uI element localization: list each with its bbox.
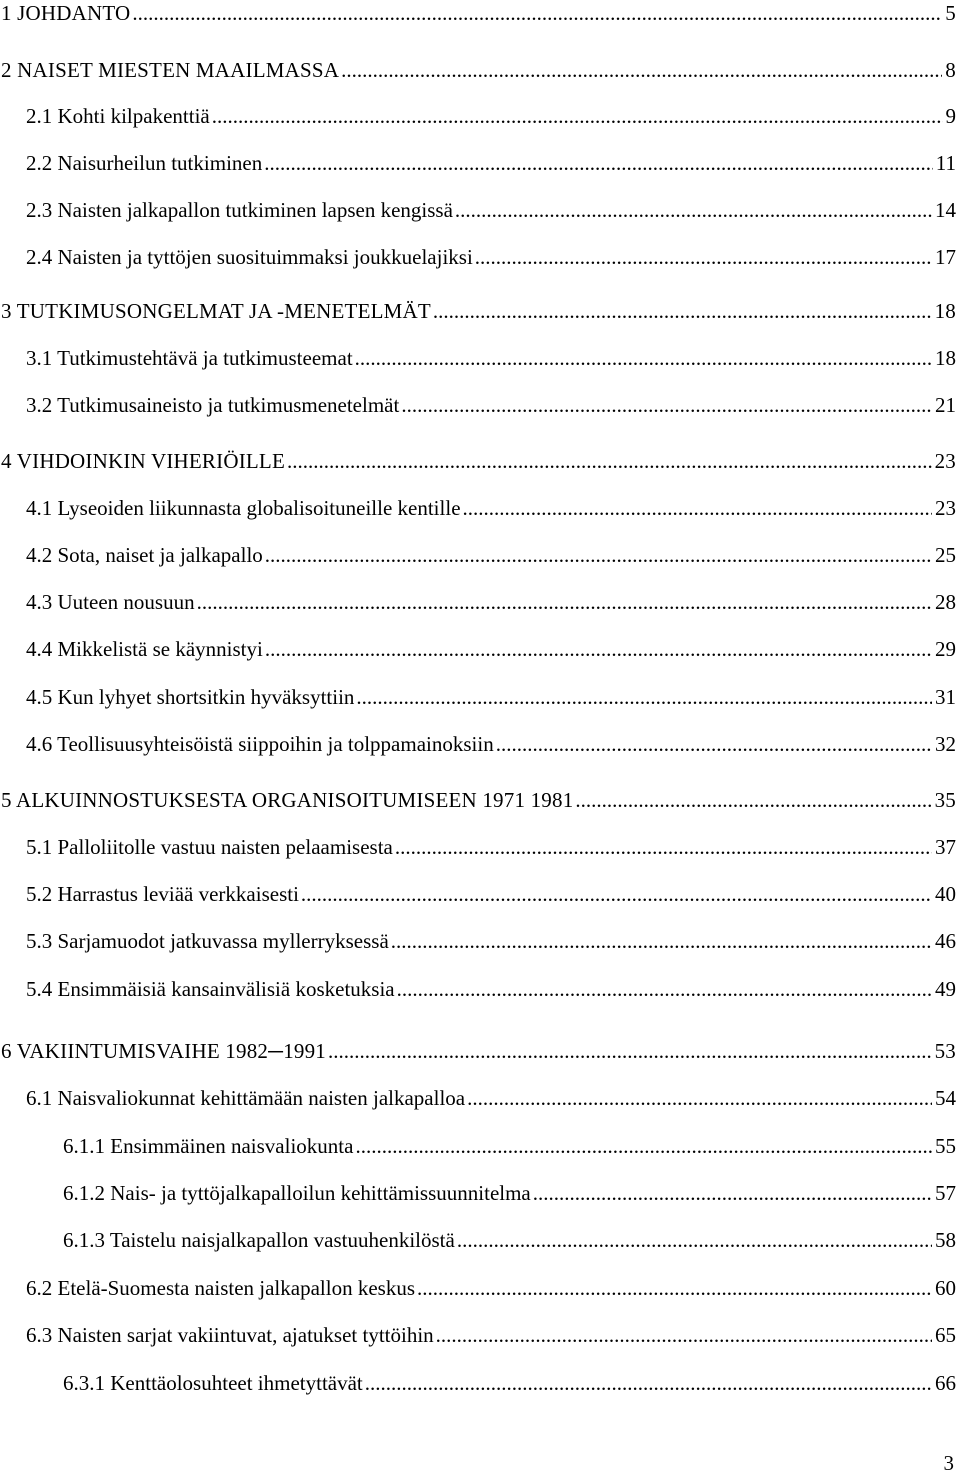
toc-entry[interactable] bbox=[26, 881, 956, 907]
toc-entry-page: 53 bbox=[934, 1039, 956, 1063]
toc-entry-title: 4.4 Mikkelistä se käynnistyi bbox=[26, 637, 263, 661]
toc-entry[interactable] bbox=[26, 345, 956, 371]
toc-entry-title: 2.4 Naisten ja tyttöjen suosituimmaksi joukkuelajiksi bbox=[26, 245, 473, 269]
dot-leader bbox=[417, 1275, 932, 1301]
dot-leader bbox=[433, 298, 932, 324]
toc-entry-page: 66 bbox=[935, 1371, 956, 1395]
toc-entry-page: 65 bbox=[935, 1323, 956, 1347]
toc-entry-page: 9 bbox=[945, 104, 956, 128]
toc-entry-page: 31 bbox=[935, 685, 956, 709]
dot-leader bbox=[467, 1085, 932, 1111]
toc-entry-title: 2.2 Naisurheilun tutkiminen bbox=[26, 151, 263, 175]
dot-leader bbox=[533, 1180, 932, 1206]
toc-entry[interactable] bbox=[26, 244, 956, 270]
toc-entry-title: 6.3.1 Kenttäolosuhteet ihmetyttävät bbox=[63, 1371, 363, 1395]
toc-entry-title: 2.3 Naisten jalkapallon tutkiminen lapsen kengissä bbox=[26, 198, 453, 222]
toc-entry-page: 23 bbox=[935, 496, 956, 520]
dot-leader bbox=[355, 345, 932, 371]
toc-entry-page: 23 bbox=[934, 449, 956, 473]
toc-entry-page: 5 bbox=[945, 1, 956, 25]
toc-entry-page: 18 bbox=[935, 346, 956, 370]
toc-entry-page: 18 bbox=[934, 299, 956, 323]
dot-leader bbox=[301, 881, 932, 907]
dot-leader bbox=[457, 1227, 932, 1253]
toc-entry-title: 5.2 Harrastus leviää verkkaisesti bbox=[26, 882, 299, 906]
toc-entry[interactable] bbox=[26, 495, 956, 521]
toc-entry-page: 21 bbox=[935, 393, 956, 417]
toc-entry[interactable] bbox=[26, 976, 956, 1002]
dot-leader bbox=[365, 1370, 932, 1396]
dot-leader bbox=[395, 834, 932, 860]
toc-entry[interactable] bbox=[63, 1180, 956, 1206]
toc-entry-page: 28 bbox=[935, 590, 956, 614]
toc-entry[interactable] bbox=[26, 834, 956, 860]
toc-entry[interactable] bbox=[63, 1227, 956, 1253]
toc-entry-title: 4.1 Lyseoiden liikunnasta globalisoituneille kentille bbox=[26, 496, 461, 520]
toc-entry-page: 17 bbox=[935, 245, 956, 269]
toc-entry-page: 35 bbox=[934, 788, 956, 812]
dot-leader bbox=[496, 731, 932, 757]
dot-leader bbox=[265, 542, 932, 568]
toc-entry-page: 11 bbox=[935, 151, 956, 175]
toc-entry[interactable] bbox=[26, 1322, 956, 1348]
toc-entry-page: 25 bbox=[935, 543, 956, 567]
dot-leader bbox=[328, 1038, 932, 1064]
toc-entry-title: 3 TUTKIMUSONGELMAT JA -MENETELMÄT bbox=[1, 299, 431, 323]
toc-entry-page: 57 bbox=[935, 1181, 956, 1205]
toc-entry-page: 60 bbox=[935, 1276, 956, 1300]
toc-entry[interactable] bbox=[26, 589, 956, 615]
dot-leader bbox=[455, 197, 932, 223]
toc-entry-title: 3.2 Tutkimusaineisto ja tutkimusmenetelmät bbox=[26, 393, 400, 417]
toc-entry[interactable] bbox=[63, 1370, 956, 1396]
dot-leader bbox=[132, 0, 942, 26]
toc-entry-title: 6.1.3 Taistelu naisjalkapallon vastuuhenkilöstä bbox=[63, 1228, 455, 1252]
toc-entry-page: 8 bbox=[945, 58, 956, 82]
toc-entry-title: 5 ALKUINNOSTUKSESTA ORGANISOITUMISEEN 1971 1981 bbox=[1, 788, 574, 812]
toc-entry-title: 4.3 Uuteen nousuun bbox=[26, 590, 195, 614]
dot-leader bbox=[264, 150, 933, 176]
toc-entry-page: 58 bbox=[935, 1228, 956, 1252]
toc-entry-title: 6.3 Naisten sarjat vakiintuvat, ajatukset tyttöihin bbox=[26, 1323, 434, 1347]
toc-entry-title: 3.1 Tutkimustehtävä ja tutkimusteemat bbox=[26, 346, 353, 370]
toc-entry[interactable] bbox=[26, 103, 956, 129]
dot-leader bbox=[212, 103, 943, 129]
toc-entry[interactable] bbox=[1, 57, 956, 83]
toc-entry-page: 32 bbox=[935, 732, 956, 756]
toc-entry[interactable] bbox=[1, 448, 956, 474]
toc-entry[interactable] bbox=[26, 197, 956, 223]
toc-entry-page: 54 bbox=[935, 1086, 956, 1110]
toc-entry-title: 6.2 Etelä-Suomesta naisten jalkapallon keskus bbox=[26, 1276, 415, 1300]
toc-entry[interactable] bbox=[26, 928, 956, 954]
toc-entry[interactable] bbox=[1, 0, 956, 26]
dot-leader bbox=[391, 928, 932, 954]
toc-entry[interactable] bbox=[26, 1275, 956, 1301]
toc-entry-title: 6.1.2 Nais- ja tyttöjalkapalloilun kehittämissuunnitelma bbox=[63, 1181, 531, 1205]
toc-entry-page: 29 bbox=[935, 637, 956, 661]
toc-entry-page: 14 bbox=[935, 198, 956, 222]
toc-entry[interactable] bbox=[1, 1038, 956, 1064]
dot-leader bbox=[575, 787, 931, 813]
toc-entry-title: 2.1 Kohti kilpakenttiä bbox=[26, 104, 210, 128]
dot-leader bbox=[401, 392, 932, 418]
toc-entry-title: 4.2 Sota, naiset ja jalkapallo bbox=[26, 543, 263, 567]
toc-entry-title: 2 NAISET MIESTEN MAAILMASSA bbox=[1, 58, 340, 82]
toc-entry-title: 4.6 Teollisuusyhteisöistä siippoihin ja tolppamainoksiin bbox=[26, 732, 494, 756]
dot-leader bbox=[355, 1133, 932, 1159]
toc-entry-title: 6 VAKIINTUMISVAIHE 1982─1991 bbox=[1, 1039, 326, 1063]
toc-entry-title: 5.3 Sarjamuodot jatkuvassa myllerryksessä bbox=[26, 929, 389, 953]
toc-entry-title: 6.1 Naisvaliokunnat kehittämään naisten jalkapalloa bbox=[26, 1086, 466, 1110]
toc-entry-page: 37 bbox=[935, 835, 956, 859]
toc-entry[interactable] bbox=[1, 298, 956, 324]
toc-entry-title: 4.5 Kun lyhyet shortsitkin hyväksyttiin bbox=[26, 685, 355, 709]
dot-leader bbox=[397, 976, 932, 1002]
toc-entry[interactable] bbox=[26, 731, 956, 757]
dot-leader bbox=[341, 57, 942, 83]
page-number: 3 bbox=[943, 1451, 954, 1475]
toc-entry-title: 6.1.1 Ensimmäinen naisvaliokunta bbox=[63, 1134, 354, 1158]
dot-leader bbox=[475, 244, 932, 270]
toc-entry[interactable] bbox=[26, 150, 956, 176]
dot-leader bbox=[463, 495, 932, 521]
dot-leader bbox=[436, 1322, 932, 1348]
toc-entry[interactable] bbox=[1, 787, 956, 813]
dot-leader bbox=[356, 684, 932, 710]
toc-entry[interactable] bbox=[26, 1085, 956, 1111]
toc-entry-title: 5.4 Ensimmäisiä kansainvälisiä kosketuksia bbox=[26, 977, 395, 1001]
toc-entry-page: 46 bbox=[935, 929, 956, 953]
dot-leader bbox=[287, 448, 932, 474]
toc-entry-page: 49 bbox=[935, 977, 956, 1001]
toc-entry-title: 5.1 Palloliitolle vastuu naisten pelaamisesta bbox=[26, 835, 393, 859]
toc-entry[interactable] bbox=[26, 542, 956, 568]
toc-entry[interactable] bbox=[63, 1133, 956, 1159]
toc-entry-title: 4 VIHDOINKIN VIHERIÖILLE bbox=[1, 449, 285, 473]
toc-entry[interactable] bbox=[26, 392, 956, 418]
dot-leader bbox=[197, 589, 932, 615]
toc-entry-page: 40 bbox=[935, 882, 956, 906]
toc-entry-page: 55 bbox=[935, 1134, 956, 1158]
toc-entry[interactable] bbox=[26, 636, 956, 662]
toc-entry[interactable] bbox=[26, 684, 956, 710]
dot-leader bbox=[265, 636, 932, 662]
toc-entry-title: 1 JOHDANTO bbox=[1, 1, 131, 25]
